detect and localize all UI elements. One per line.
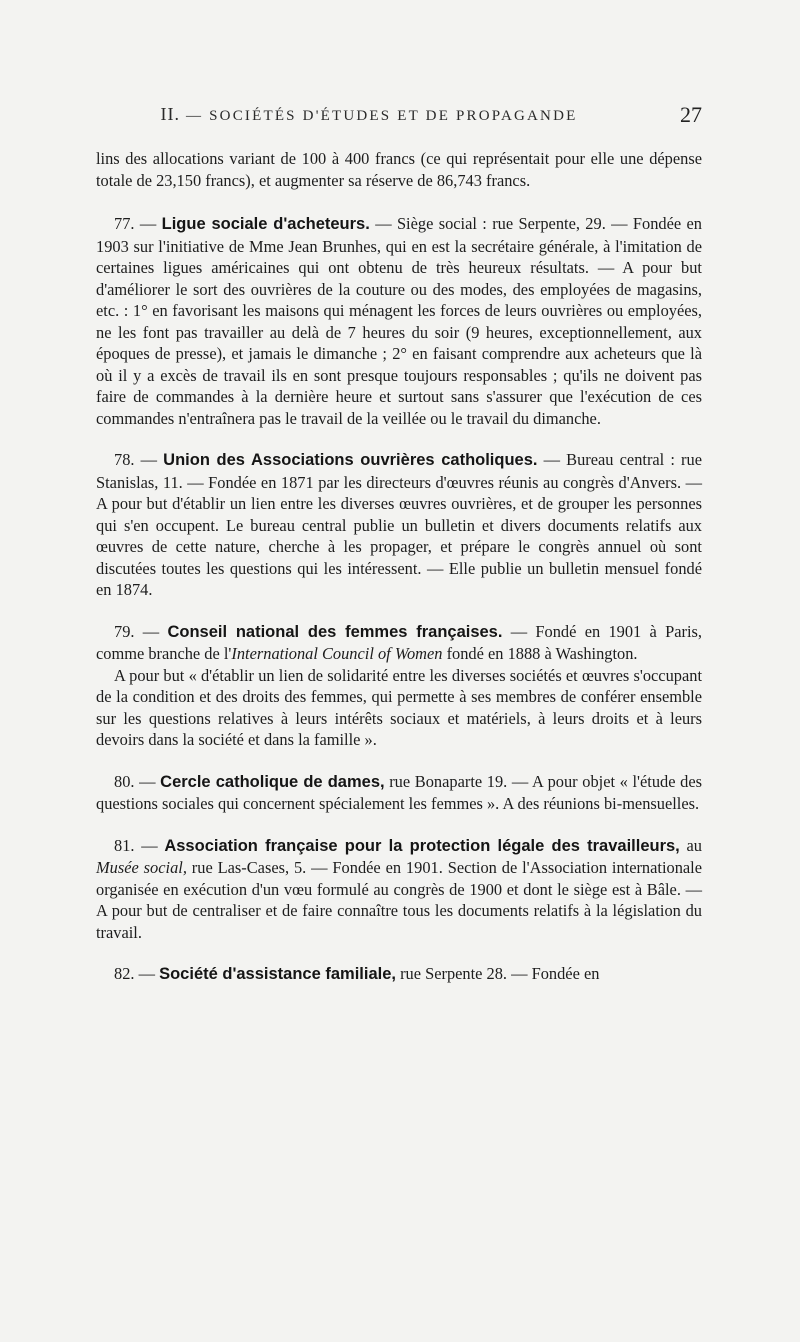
intro-paragraph: lins des allocations variant de 100 à 400 francs (ce qui représentait pour elle une dépense totale de 23,150 francs), et augmenter sa réserve de 86,743 francs.	[96, 149, 702, 190]
entry-79	[96, 621, 702, 665]
entry-number: 81. —	[114, 835, 158, 855]
entry-82	[96, 963, 702, 986]
chapter-title: — SOCIÉTÉS D'ÉTUDES ET DE PROPAGANDE	[185, 108, 578, 124]
entry-text: — Bureau central : rue Stanislas, 11. — Fondée en 1871 par les directeurs d'œuvres réunis au congrès d'Anvers. — A pour but d'établir un lien entre les diverses œuvres ouvrières, et de grouper les personnes qui s'en occupent. Le bureau central publie un bulletin et divers documents relatifs aux œuvres de cette nature, cherche à les propager, et prépare le congrès annuel où sont discutées toutes les questions qui les intéressent. — Elle publie un bulletin mensuel fondé en 1874.	[96, 450, 702, 599]
entry-text: — Fondé en 1901 à Paris, comme branche de l'	[96, 621, 702, 663]
entry-number: 77. —	[114, 214, 157, 233]
entry-number: 80. —	[114, 771, 156, 791]
entry-79-continuation: A pour but « d'établir un lien de solidarité entre les diverses sociétés et œuvres s'occupant de la condition et des droits des femmes, qui permette à ses membres de conférer ensemble sur les questions relatives à leurs intérêts sociaux et matériels, à leurs droits et à leurs devoirs dans la société et dans la famille ».	[96, 665, 702, 749]
entry-78	[96, 449, 702, 601]
entry-80	[96, 771, 702, 815]
entry-heading: Cercle catholique de dames,	[160, 772, 385, 791]
entry-heading: Conseil national des femmes françaises.	[167, 622, 503, 641]
entry-heading: Ligue sociale d'acheteurs.	[161, 215, 370, 233]
entry-italic-title: International Council of Women	[231, 644, 443, 663]
entry-heading: Association française pour la protection légale des travailleurs,	[164, 836, 680, 855]
entry-heading: Société d'assistance familiale,	[159, 965, 396, 983]
entry-text: rue Serpente 28. — Fondée en	[395, 964, 600, 983]
running-head-title	[96, 104, 642, 125]
entry-81	[96, 835, 702, 944]
body-text	[96, 148, 702, 1006]
page-number: 27	[680, 102, 702, 127]
entry-text: — Siège social : rue Serpente, 29. — Fondée en 1903 sur l'initiative de Mme Jean Brunhes, qui en est la secrétaire générale, à l'imitation de certaines ligues américaines qui ont obtenu de très heureux résultats. — A pour but d'améliorer le sort des ouvrières de la couture ou des modes, des employées de magasins, etc. : 1° en favorisant les maisons qui ménagent les forces de leurs ouvrières ou employées, ne les font pas travailler au delà de 7 heures du soir (9 heures, exceptionnellement, aux époques de presse), et jamais le dimanche ; 2° en faisant comprendre aux acheteurs que là où il y a excès de travail ils en sont presque toujours responsables ; qu'ils ne doivent pas faire de commandes à la dernière heure et surtout sans s'assurer que l'exécution de ces commandes n'entraînera pas le travail de la veillée ou le travail du dimanche.	[96, 214, 702, 428]
entry-text: fondé en 1888 à Washington.	[442, 644, 638, 663]
entry-number: 82. —	[114, 964, 155, 983]
entry-number: 78. —	[114, 450, 158, 469]
entry-italic-title: Musée social,	[96, 858, 187, 877]
running-head	[96, 104, 702, 136]
chapter-number: II.	[160, 104, 181, 124]
entry-text: rue Bonaparte 19. — A pour objet « l'étude des questions sociales qui concernent spécialement les femmes ». A des réunions bi-mensuelles.	[96, 771, 702, 813]
entry-text: au	[679, 835, 702, 855]
entry-heading: Union des Associations ouvrières catholiques.	[163, 451, 538, 469]
entry-number: 79. —	[114, 621, 160, 641]
entry-text: rue Las-Cases, 5. — Fondée en 1901. Section de l'Association internationale organisée en exécution d'un vœu formulé au congrès de 1900 et dont le siège est à Bâle. — A pour but de centraliser et de faire connaître tous les documents relatifs à la législation du travail.	[96, 858, 703, 942]
entry-77	[96, 213, 702, 429]
